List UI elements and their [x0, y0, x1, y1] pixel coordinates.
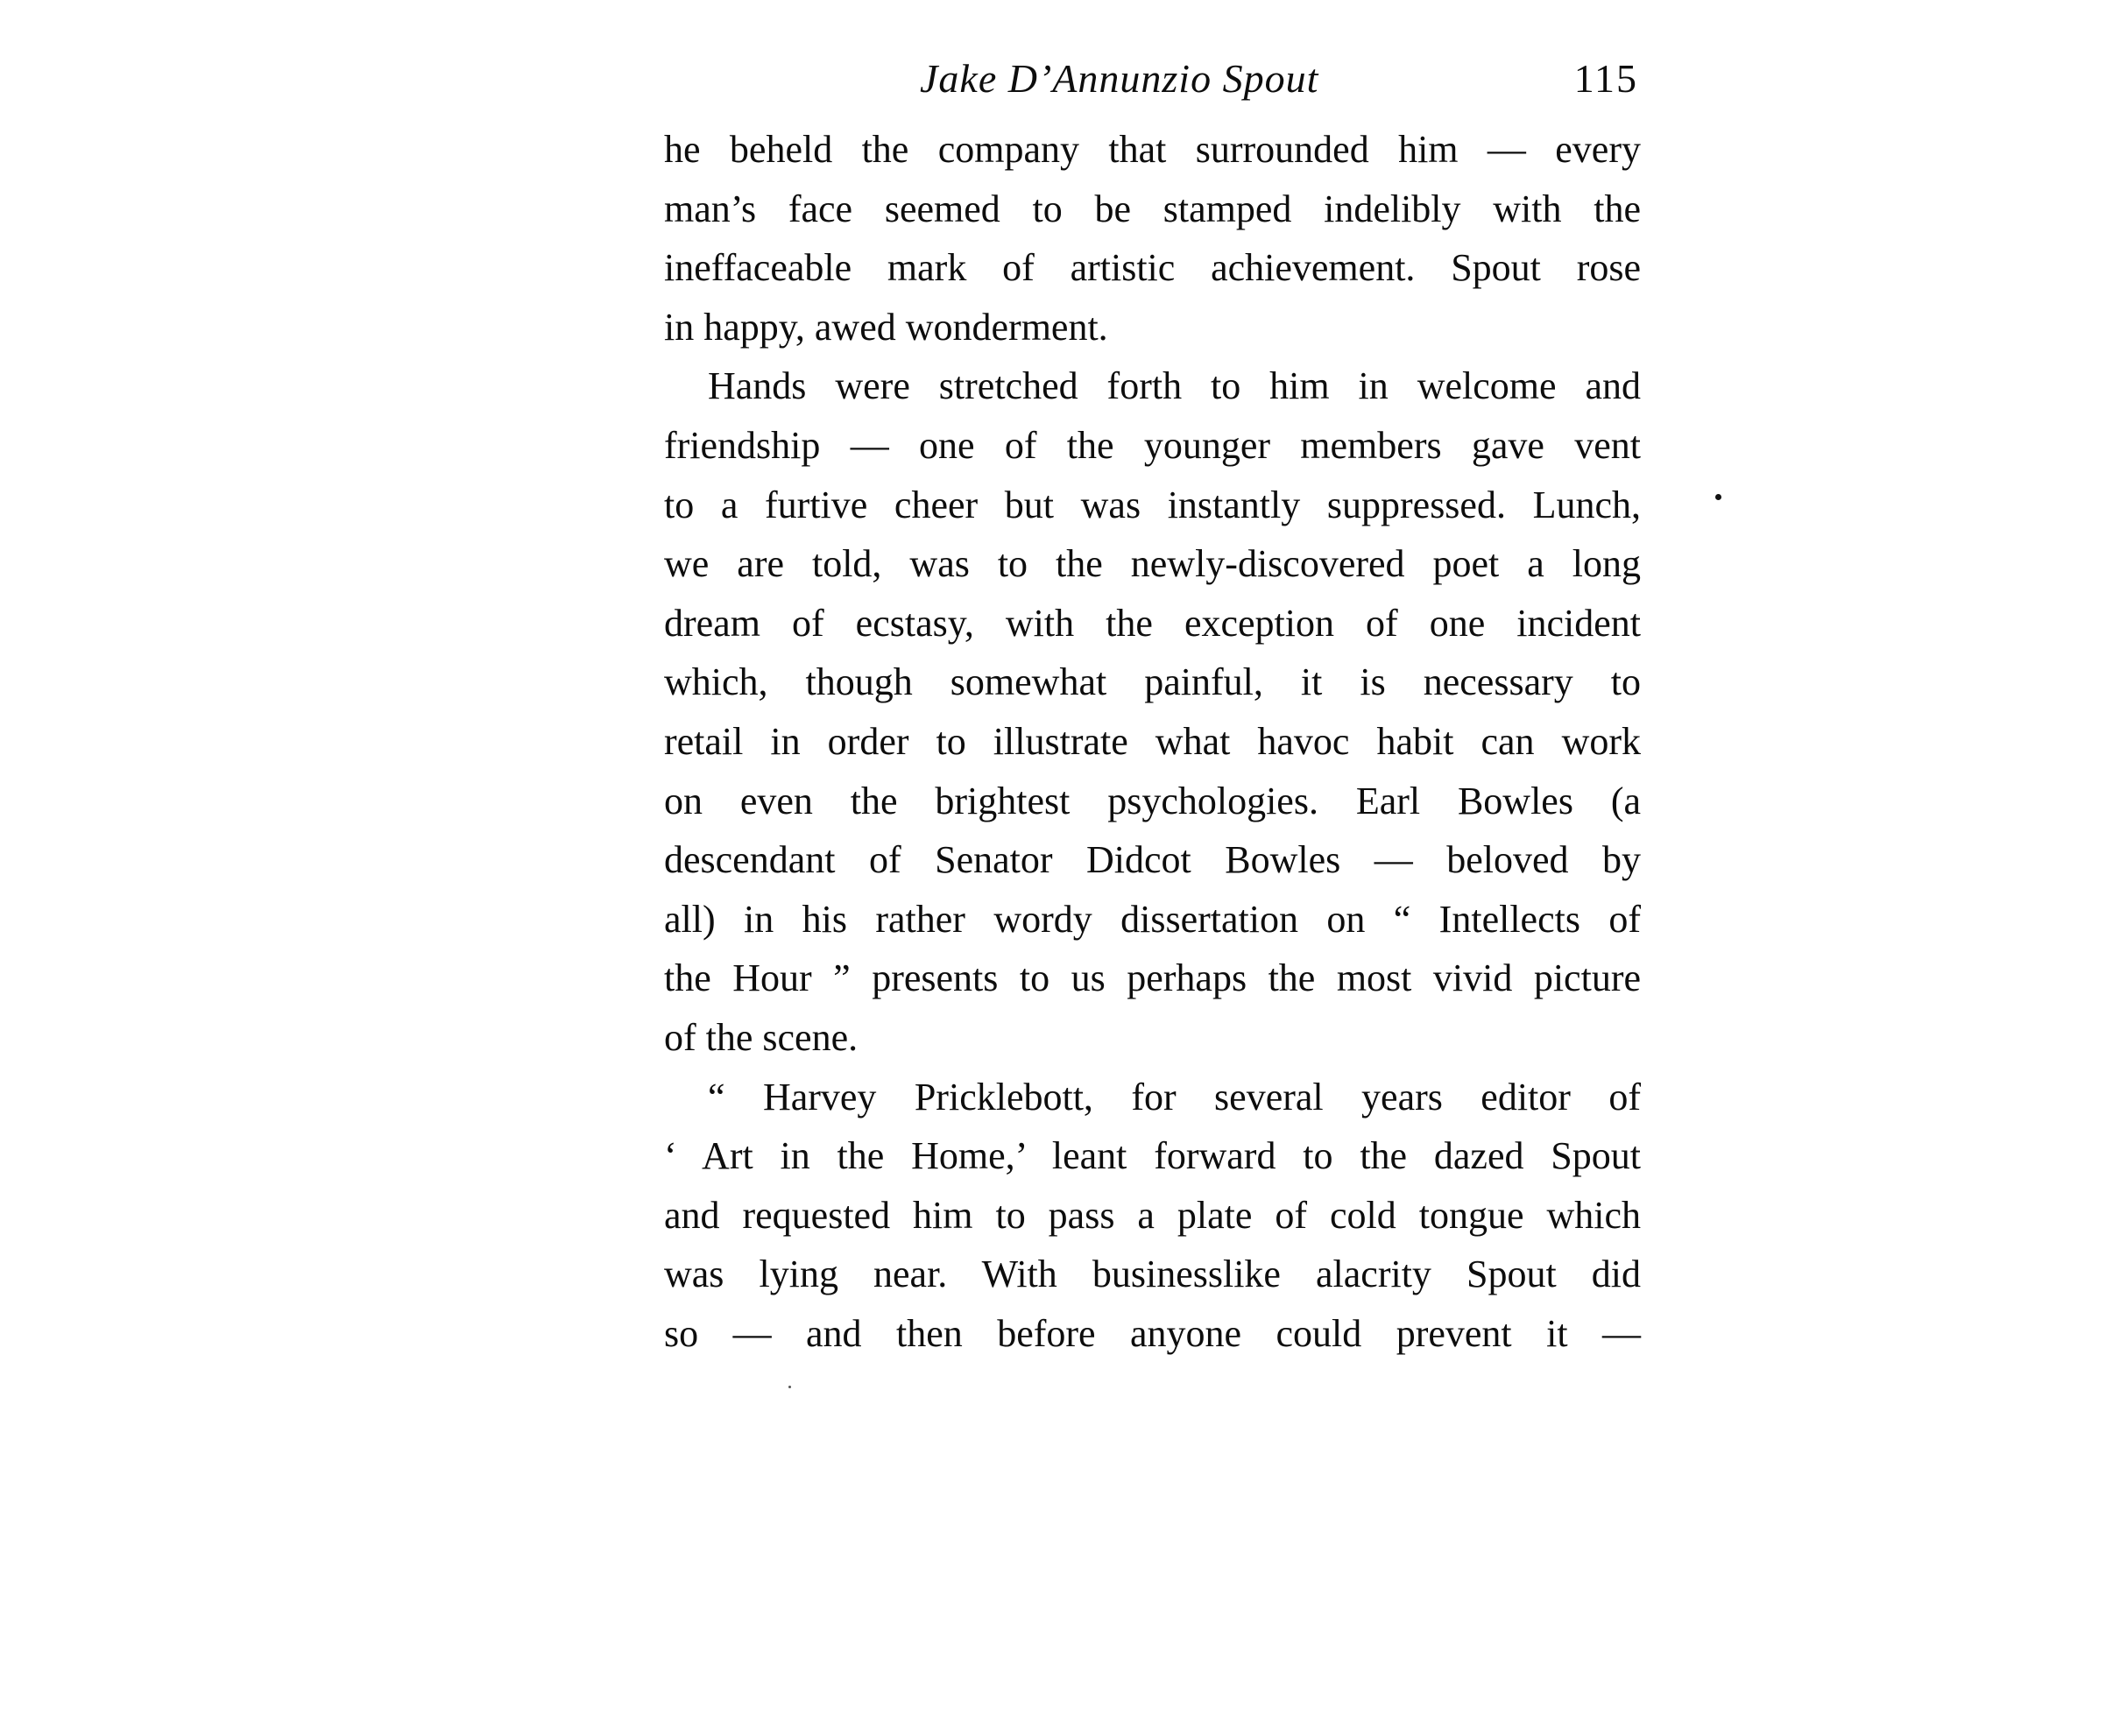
text-line: we are told, was to the newly-discovered poet a long [664, 542, 1641, 586]
text-line: in happy, awed wonderment. [664, 305, 1108, 349]
text-line: retail in order to illustrate what havoc habit can work [664, 719, 1641, 763]
running-head [661, 47, 1643, 110]
text-line: all) in his rather wordy dissertation on “ Intellects of [664, 897, 1641, 941]
text-line: to a furtive cheer but was instantly suppressed. Lunch, [664, 483, 1641, 526]
text-line: descendant of Senator Didcot Bowles — beloved by [664, 838, 1641, 882]
text-line: which, though somewhat painful, it is necessary to [664, 660, 1641, 704]
body-text [664, 120, 1641, 1363]
text-line: was lying near. With businesslike alacrity Spout did [664, 1253, 1641, 1296]
text-line: on even the brightest psychologies. Earl Bowles (a [664, 779, 1641, 822]
paragraph-1 [664, 120, 1641, 356]
text-line: and requested him to pass a plate of cold tongue which [664, 1193, 1641, 1237]
paragraph-3 [664, 1068, 1641, 1364]
text-line: dream of ecstasy, with the exception of one incident [664, 601, 1641, 645]
text-line: of the scene. [664, 1015, 859, 1059]
page-number: 115 [1573, 56, 1638, 101]
text-line: he beheld the company that surrounded him — every [664, 128, 1641, 171]
paragraph-2 [664, 356, 1641, 1067]
text-line: man’s face seemed to be stamped indelibly with the [664, 187, 1641, 230]
text-line: so — and then before anyone could prevent it — [664, 1311, 1641, 1355]
ink-speck [1715, 494, 1721, 500]
text-line: “ Harvey Pricklebott, for several years editor of [708, 1075, 1641, 1119]
text-line: ‘ Art in the Home,’ leant forward to the dazed Spout [664, 1134, 1641, 1178]
ink-speck [788, 1386, 791, 1388]
text-line: ineffaceable mark of artistic achievement. Spout rose [664, 246, 1641, 290]
text-line: friendship — one of the younger members gave vent [664, 423, 1641, 467]
text-line: the Hour ” presents to us perhaps the most vivid picture [664, 956, 1641, 1000]
text-line: Hands were stretched forth to him in welcome and [708, 364, 1641, 408]
running-title: Jake D’Annunzio Spout [920, 56, 1319, 101]
